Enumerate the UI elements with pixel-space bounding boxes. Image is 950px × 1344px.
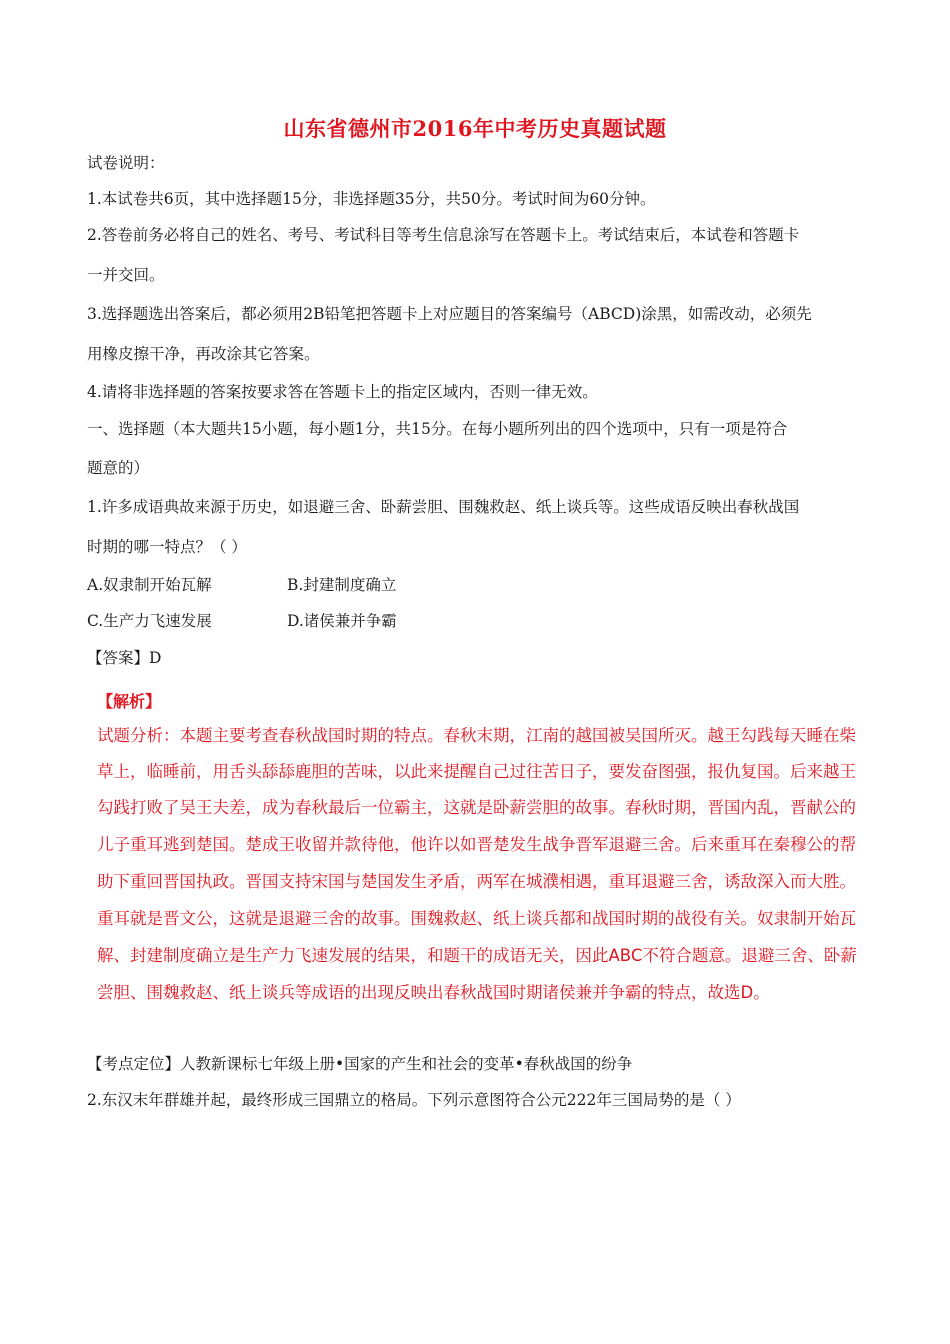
instruction-item: 3.选择题选出答案后，都必须用2B铅笔把答题卡上对应题目的答案编号（ABCD)涂黑，如需改动，必须先 <box>87 305 812 323</box>
option-c: C.生产力飞速发展 <box>87 612 212 630</box>
instruction-item: 2.答卷前务必将自己的姓名、考号、考试科目等考生信息涂写在答题卡上。考试结束后，本试卷和答题卡 <box>87 226 800 244</box>
section-heading: 一、选择题（本大题共15小题，每小题1分，共15分。在每小题所列出的四个选项中，只有一项是符合 <box>87 420 788 438</box>
page-title: 山东省德州市2016年中考历史真题试题 <box>283 116 667 141</box>
option-d: D.诸侯兼并争霸 <box>287 612 397 630</box>
instruction-item: 一并交回。 <box>87 266 165 284</box>
analysis-line: 解、封建制度确立是生产力飞速发展的结果，和题干的成语无关，因此ABC不符合题意。退避三舍、卧薪 <box>97 946 857 965</box>
analysis-line: 重耳就是晋文公，这就是退避三舍的故事。围魏救赵、纸上谈兵都和战国时期的战役有关。奴隶制开始瓦 <box>97 909 856 928</box>
question-1-stem: 1.许多成语典故来源于历史，如退避三舍、卧薪尝胆、围魏救赵、纸上谈兵等。这些成语反映出春秋战国 <box>87 498 800 516</box>
instruction-item: 4.请将非选择题的答案按要求答在答题卡上的指定区域内，否则一律无效。 <box>87 383 598 401</box>
section-heading-cont: 题意的） <box>87 459 150 477</box>
kaodian-line: 【考点定位】人教新课标七年级上册•国家的产生和社会的变革•春秋战国的纷争 <box>87 1055 633 1073</box>
analysis-line: 助下重回晋国执政。晋国支持宋国与楚国发生矛盾，两军在城濮相遇，重耳退避三舍，诱敌深入而大胜。 <box>97 872 856 891</box>
option-b: B.封建制度确立 <box>287 576 397 594</box>
answer-label: 【答案】D <box>87 649 162 667</box>
option-a: A.奴隶制开始瓦解 <box>87 576 212 594</box>
analysis-line: 儿子重耳逃到楚国。楚成王收留并款待他，他许以如晋楚发生战争晋军退避三舍。后来重耳在秦穆公的帮 <box>97 835 856 854</box>
analysis-line: 草上，临睡前，用舌头舔舔鹿胆的苦味，以此来提醒自己过往苦日子，要发奋图强，报仇复国。后来越王 <box>97 762 856 781</box>
question-1-stem-cont: 时期的哪一特点？（ ） <box>87 538 247 556</box>
instructions-heading: 试卷说明： <box>87 154 165 172</box>
question-2-stem: 2.东汉末年群雄并起，最终形成三国鼎立的格局。下列示意图符合公元222年三国局势的是（ ） <box>87 1091 741 1109</box>
analysis-line: 试题分析：本题主要考查春秋战国时期的特点。春秋末期，江南的越国被吴国所灭。越王勾践每天睡在柴 <box>97 726 856 745</box>
analysis-line: 勾践打败了吴王夫差，成为春秋最后一位霸主，这就是卧薪尝胆的故事。春秋时期，晋国内乱，晋献公的 <box>97 798 856 817</box>
instruction-item: 用橡皮擦干净，再改涂其它答案。 <box>87 345 320 363</box>
analysis-line: 尝胆、围魏救赵、纸上谈兵等成语的出现反映出春秋战国时期诸侯兼并争霸的特点，故选D。 <box>97 983 770 1002</box>
analysis-heading: 【解析】 <box>97 692 162 711</box>
instruction-item: 1.本试卷共6页，其中选择题15分，非选择题35分，共50分。考试时间为60分钟。 <box>87 190 656 208</box>
